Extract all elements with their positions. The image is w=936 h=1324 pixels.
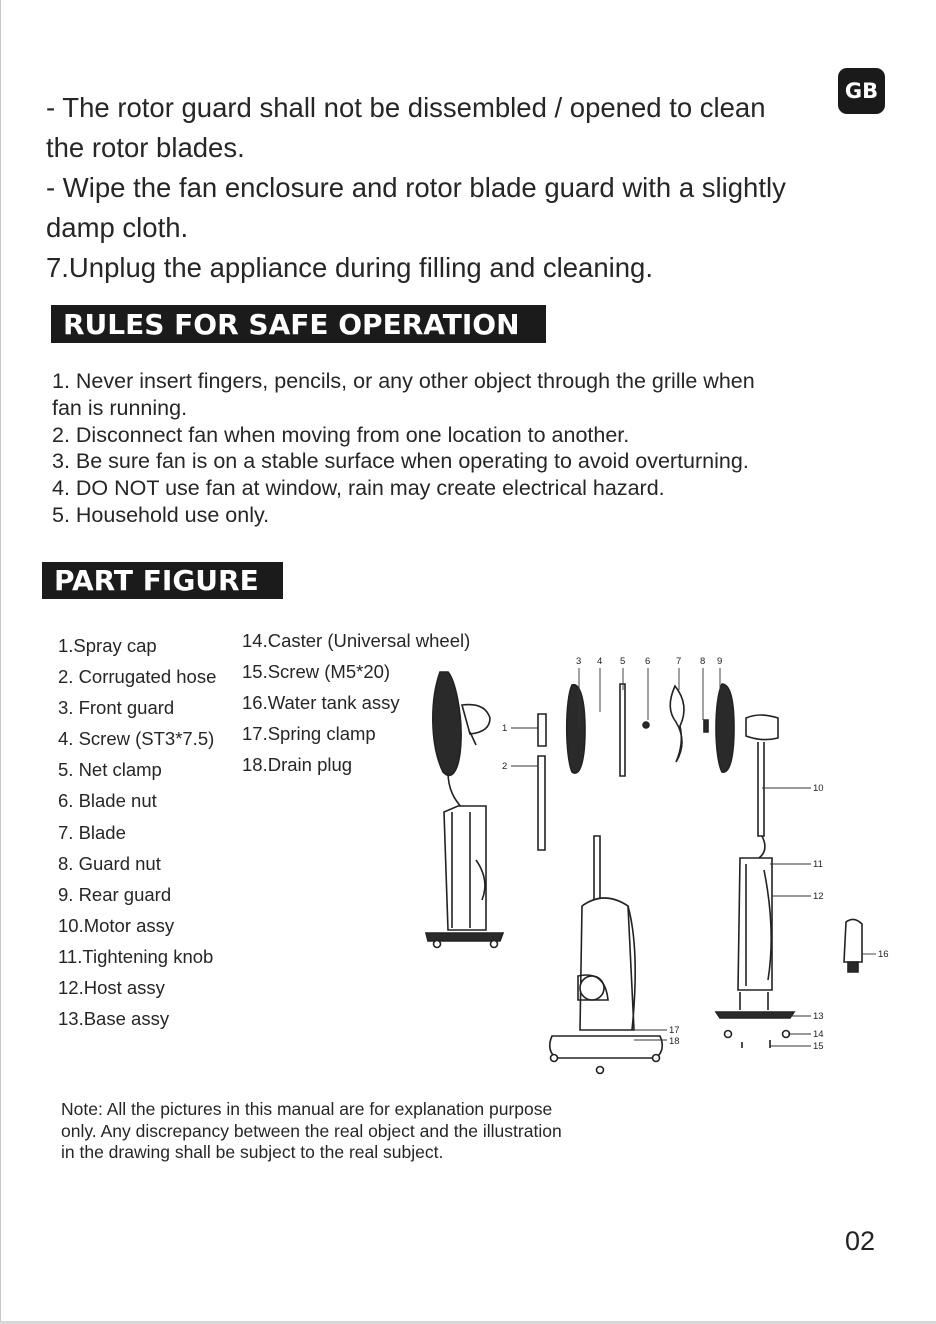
part-figure-heading: PART FIGURE — [42, 562, 283, 599]
part-item: 18.Drain plug — [242, 754, 353, 776]
callout-3: 3 — [576, 656, 582, 667]
callout-15: 15 — [813, 1041, 824, 1052]
callout-1: 1 — [502, 723, 508, 734]
part-item: 5. Net clamp — [58, 759, 162, 781]
part-item: 10.Motor assy — [58, 914, 175, 936]
rule-line: 3. Be sure fan is on a stable surface when operating to avoid overturning. — [52, 449, 749, 474]
leader-lines — [511, 668, 876, 1046]
disclaimer-note — [61, 1099, 661, 1164]
rule-line: 5. Household use only. — [52, 502, 270, 527]
safety-rules-list — [52, 368, 872, 529]
callout-10: 10 — [813, 783, 824, 794]
page-number: 02 — [845, 1226, 876, 1256]
part-item: 2. Corrugated hose — [58, 666, 217, 688]
part-item: 12.Host assy — [58, 977, 165, 999]
part-item: 3. Front guard — [58, 697, 175, 719]
callout-16: 16 — [878, 949, 889, 960]
rule-line: fan is running. — [52, 395, 188, 420]
rule-line: 4. DO NOT use fan at window, rain may create electrical hazard. — [52, 476, 665, 501]
tower-fan-drawing — [550, 836, 663, 1074]
part-item: 7. Blade — [58, 821, 126, 843]
part-item: 1.Spray cap — [58, 635, 157, 656]
language-badge: GB — [838, 68, 885, 114]
rule-line: 2. Disconnect fan when moving from one location to another. — [52, 422, 630, 447]
intro-line: damp cloth. — [46, 212, 189, 243]
exploded-fan-diagram — [420, 648, 900, 1088]
callout-9: 9 — [717, 656, 723, 667]
part-item: 11.Tightening knob — [58, 945, 214, 967]
callout-11: 11 — [813, 859, 823, 870]
water-tank-drawing — [844, 919, 862, 972]
callout-5: 5 — [620, 656, 626, 667]
callout-2: 2 — [502, 761, 508, 772]
callout-17: 17 — [669, 1025, 680, 1036]
callout-8: 8 — [700, 656, 706, 667]
callout-7: 7 — [676, 656, 682, 667]
page-edge — [0, 0, 1, 1324]
callout-4: 4 — [597, 656, 603, 667]
callout-13: 13 — [813, 1011, 824, 1022]
intro-line: the rotor blades. — [46, 132, 245, 163]
assembled-fan-drawing — [426, 672, 503, 948]
part-item: 16.Water tank assy — [242, 692, 400, 714]
part-item: 13.Base assy — [58, 1008, 170, 1030]
part-item: 17.Spring clamp — [242, 723, 376, 745]
part-item: 6. Blade nut — [58, 790, 157, 812]
intro-line: - Wipe the fan enclosure and rotor blade guard with a slightly — [46, 172, 786, 203]
rule-line: 1. Never insert fingers, pencils, or any other object through the grille when — [52, 369, 755, 393]
note-line: in the drawing shall be subject to the real subject. — [61, 1142, 444, 1163]
part-item: 14.Caster (Universal wheel) — [242, 630, 471, 651]
callout-12: 12 — [813, 891, 824, 902]
intro-line: 7.Unplug the appliance during filling and cleaning. — [46, 252, 653, 283]
note-line: only. Any discrepancy between the real object and the illustration — [61, 1120, 562, 1141]
part-item: 8. Guard nut — [58, 852, 161, 874]
rules-heading: RULES FOR SAFE OPERATION — [51, 305, 546, 343]
note-line: Note: All the pictures in this manual are for explanation purpose — [61, 1099, 553, 1119]
part-item: 9. Rear guard — [58, 883, 172, 905]
part-item: 4. Screw (ST3*7.5) — [58, 728, 215, 750]
intro-line: - The rotor guard shall not be dissembled / opened to clean — [46, 92, 766, 123]
exploded-guard-blade-drawing — [538, 684, 734, 850]
callout-18: 18 — [669, 1036, 680, 1047]
parts-list-column-1 — [58, 630, 216, 1034]
callout-6: 6 — [645, 656, 651, 667]
cleaning-instructions — [46, 88, 846, 288]
part-item: 15.Screw (M5*20) — [242, 661, 391, 683]
callout-14: 14 — [813, 1029, 824, 1040]
